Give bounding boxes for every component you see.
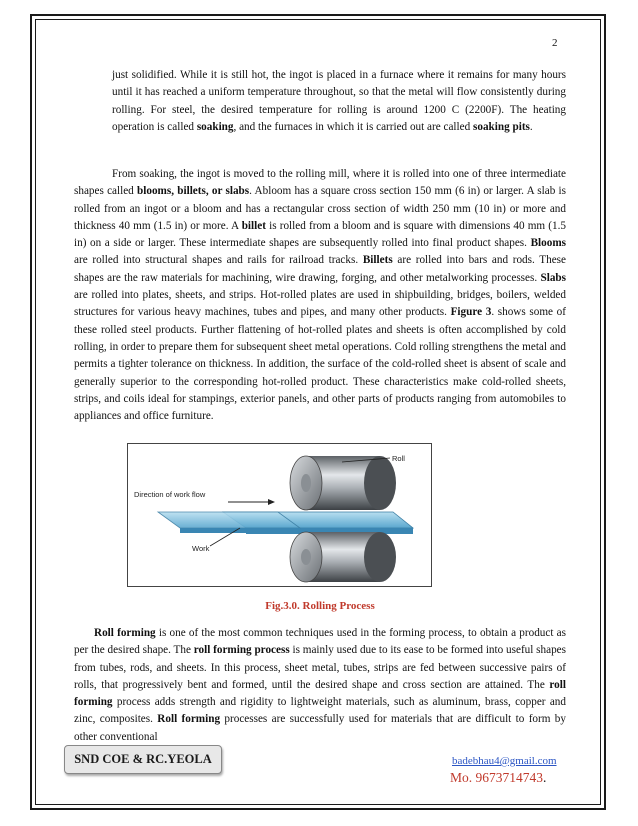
label-roll: Roll	[392, 454, 405, 463]
email-link[interactable]: badebhau4@gmail.com	[452, 755, 557, 767]
paragraph-rolling-mill: From soaking, the ingot is moved to the rolling mill, where it is rolled into one of three intermediate shapes called blooms, billets, or slabs. Abloom has a square cross section 150 mm (6 in) or larger. A slab is rolled from an ingot or a bloom and has a rectangular cross section of width 250 mm (10 in) or more and thickness 40 mm (1.5 in) or more. A billet is rolled from a bloom and is square with dimensions 40 mm (1.5 in) on a side or larger. These intermediate shapes are subsequently rolled into final product shapes. Blooms are rolled into structural shapes and rails for railroad tracks. Billets are rolled into bars and rods. These shapes are the raw materials for machining, wire drawing, forging, and other metalworking processes. Slabs are rolled into plates, sheets, and strips. Hot-rolled plates are used in shipbuilding, bridges, boilers, welded structures for various heavy machines, tubes and pipes, and many other products. Figure 3. shows some of these rolled steel products. Further flattening of hot-rolled plates and sheets is often accomplished by cold rolling, in order to prepare them for subsequent sheet metal operations. Cold rolling strengthens the metal and permits a tighter tolerance on thickness. In addition, the surface of the cold-rolled sheet is absent of scale and generally superior to the corresponding hot-rolled product. These characteristics make cold-rolled sheets, strips, and coils ideal for stampings, exterior panels, and other parts of products ranging from automobiles to appliances and office furniture.	[74, 168, 567, 423]
label-work: Work	[192, 544, 210, 553]
figure-caption: Fig.3.0. Rolling Process	[265, 600, 375, 612]
phone-number: Mo. 9673714743.	[450, 770, 547, 785]
paragraph-roll-forming: Roll forming is one of the most common techniques used in the forming process, to obtain a product as per the desired shape. The roll forming process is mainly used due to its ease to be formed into useful shapes from tubes, rods, and sheets. In this process, sheet metal, tubes, strips are fed between successive pairs of rolls, that progressively bent and formed, until the desired shape and cross section are attained. The roll forming process adds strength and rigidity to lightweight materials, such as aluminum, brass, copper and zinc, composites. Roll forming processes are successfully used for materials that are difficult to form by other conventional	[74, 627, 567, 743]
page-number: 2	[552, 37, 558, 49]
rolling-process-figure	[127, 443, 432, 587]
college-footer-label: SND COE & RC.YEOLA	[64, 745, 222, 774]
label-direction: Direction of work flow	[134, 490, 206, 499]
paragraph-soaking: just solidified. While it is still hot, the ingot is placed in a furnace where it remains for many hours until it has reached a uniform temperature throughout, so that the metal will flow consistently during rolling. For steel, the desired temperature for rolling is around 1200 C (2200F). The heating operation is called soaking, and the furnaces in which it is carried out are called soaking pits.	[112, 69, 566, 133]
